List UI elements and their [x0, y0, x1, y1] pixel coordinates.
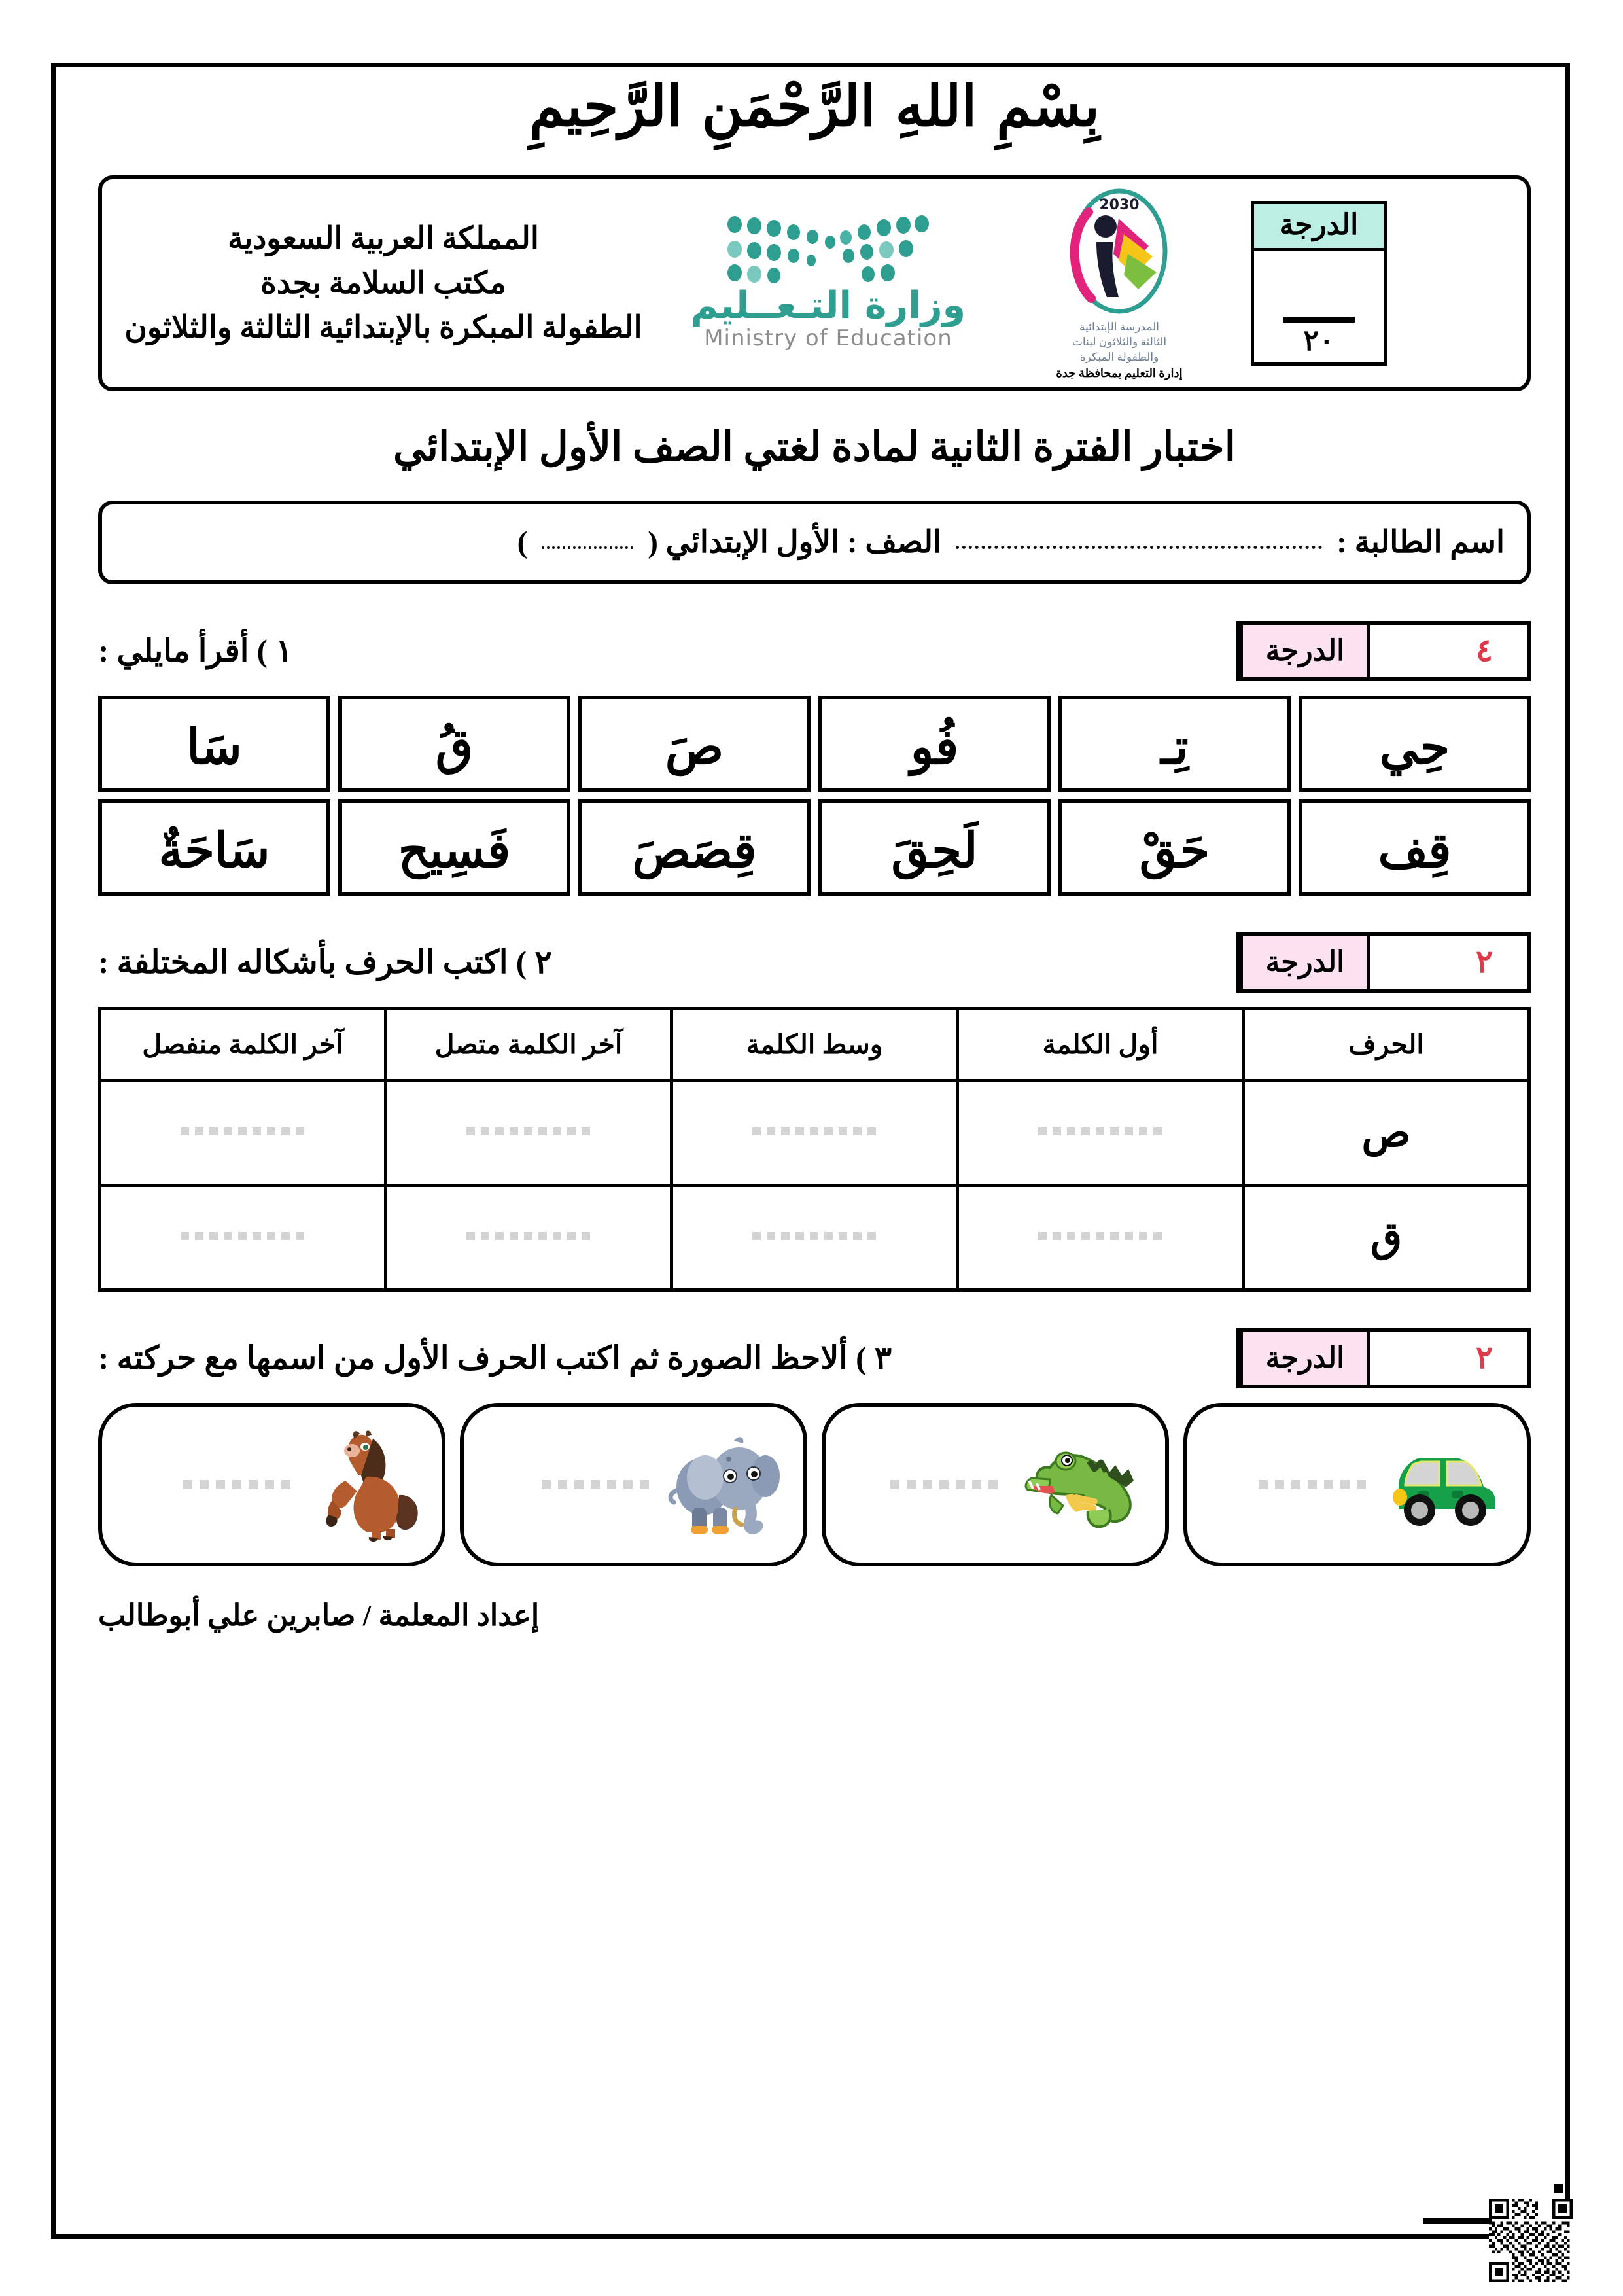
total-grade-box-wrap [1227, 201, 1410, 366]
answer-dashline [1038, 1232, 1162, 1240]
question-2-score-box [1236, 932, 1531, 993]
school-emblem-icon [1051, 186, 1188, 320]
answer-cell[interactable] [386, 1185, 672, 1290]
moe-english-label: Ministry of Education [704, 325, 952, 352]
reading-row [98, 799, 1531, 896]
answer-dashline [752, 1127, 877, 1135]
column-header-word-end-joined: آخر الكلمة متصل [386, 1008, 672, 1080]
total-grade-max: ٢٠ [1303, 325, 1335, 357]
picture-answer-line[interactable] [890, 1480, 1002, 1489]
qr-code[interactable] [1489, 2199, 1573, 2282]
picture-box-horse[interactable] [98, 1403, 445, 1566]
question-1-text: ١ ) أقرأ مايلي : [98, 633, 293, 669]
picture-answer-line[interactable] [1259, 1480, 1370, 1489]
question-1-score-label: الدرجة [1240, 625, 1367, 677]
reading-cell: لَحِقَ [818, 799, 1051, 896]
reading-cell: فُو [818, 696, 1051, 792]
student-class-close-paren: ) [517, 525, 528, 559]
question-3-header [98, 1328, 1531, 1388]
picture-box-crocodile[interactable] [822, 1403, 1169, 1566]
question-2-text: ٢ ) اكتب الحرف بأشكاله المختلفة : [98, 944, 552, 981]
student-name-input[interactable] [956, 535, 1322, 549]
reading-cell: قِصَصَ [578, 799, 811, 896]
horse-icon [304, 1427, 425, 1542]
basmala-text: بِسْمِ اللهِ الرَّحْمَنِ الرَّحِيمِ [529, 73, 1100, 139]
question-1-earned-score[interactable] [1367, 625, 1442, 677]
reading-grid [98, 696, 1531, 896]
student-class-section-input[interactable] [542, 536, 633, 549]
question-3-max-score: ٢ [1476, 1340, 1493, 1375]
answer-dashline [181, 1127, 305, 1135]
answer-dashline [181, 1232, 305, 1240]
elephant-icon [662, 1430, 786, 1538]
column-header-letter: الحرف [1244, 1008, 1529, 1080]
total-grade-box [1251, 201, 1387, 366]
answer-dashline [752, 1232, 877, 1240]
question-1-max-score: ٤ [1476, 633, 1493, 668]
qr-corner-dot [1554, 2184, 1563, 2193]
qr-code-icon [1489, 2199, 1573, 2282]
picture-answer-line[interactable] [183, 1480, 294, 1489]
ministry-line-3: الطفولة المبكرة بالإبتدائية الثالثة والثلاثون [124, 311, 642, 345]
question-2-header [98, 932, 1531, 993]
ministry-line-1: المملكة العربية السعودية [228, 221, 539, 256]
column-header-word-end-separate: آخر الكلمة منفصل [100, 1008, 386, 1080]
reading-cell: قُ [338, 696, 570, 792]
question-2-max-score: ٢ [1476, 944, 1493, 980]
student-name-label: اسم الطالبة : [1336, 525, 1505, 560]
student-class-label: الصف : الأول الإبتدائي ( [648, 525, 942, 560]
total-grade-denominator-wrap [1254, 317, 1384, 357]
answer-dashline [466, 1127, 591, 1135]
moe-dots-icon [720, 215, 936, 284]
picture-box-car[interactable] [1183, 1403, 1531, 1566]
answer-cell[interactable] [386, 1080, 672, 1185]
prepared-by-label: إعداد المعلمة / صابرين علي أبوطالب [98, 1598, 540, 1632]
reading-cell: حِي [1299, 696, 1531, 792]
ministry-of-education-logo [645, 215, 1011, 352]
school-caption [1011, 320, 1227, 381]
document-header [98, 175, 1531, 391]
school-caption-line-3: والطفولة المبكرة [1079, 350, 1159, 363]
reading-cell: فَسِيح [338, 799, 570, 896]
answer-cell[interactable] [958, 1185, 1244, 1290]
ministry-line-2: مكتب السلامة بجدة [260, 266, 506, 300]
answer-dashline [1038, 1127, 1162, 1135]
answer-cell[interactable] [100, 1185, 386, 1290]
reading-cell: سَاحَةٌ [98, 799, 330, 896]
reading-cell: تِـ [1058, 696, 1291, 792]
table-header-row [100, 1008, 1529, 1080]
column-header-word-middle: وسط الكلمة [672, 1008, 958, 1080]
reading-cell: قِف [1299, 799, 1531, 896]
total-grade-label: الدرجة [1254, 204, 1384, 251]
document-footer [98, 1598, 1531, 1633]
letter-cell-qaf: ق [1244, 1185, 1529, 1290]
reading-cell: صَ [578, 696, 811, 792]
question-2-score-label: الدرجة [1240, 936, 1367, 989]
letter-forms-table [98, 1007, 1531, 1292]
question-1-header [98, 621, 1531, 681]
question-2-earned-score[interactable] [1367, 936, 1442, 989]
answer-dashline [466, 1232, 591, 1240]
school-caption-bold: إدارة التعليم بمحافظة جدة [1056, 366, 1183, 380]
answer-cell[interactable] [100, 1080, 386, 1185]
table-row [100, 1080, 1529, 1185]
moe-arabic-label: وزارة التـعــليم [690, 283, 966, 327]
picture-box-elephant[interactable] [460, 1403, 807, 1566]
crocodile-icon [1011, 1432, 1148, 1537]
student-info-row [98, 501, 1531, 584]
ministry-address-block [122, 217, 645, 350]
answer-cell[interactable] [672, 1080, 958, 1185]
question-3-earned-score[interactable] [1367, 1332, 1442, 1385]
picture-answer-line[interactable] [542, 1480, 653, 1489]
school-logo [1011, 186, 1227, 381]
reading-cell: حَقْ [1058, 799, 1291, 896]
question-3-text: ٣ ) ألاحظ الصورة ثم اكتب الحرف الأول من اسمها مع حركته : [98, 1340, 892, 1377]
answer-cell[interactable] [958, 1080, 1244, 1185]
total-grade-value-area[interactable] [1254, 251, 1384, 362]
car-icon [1379, 1436, 1510, 1534]
question-3-score-box [1236, 1328, 1531, 1388]
reading-row [98, 696, 1531, 792]
letter-cell-sad: ص [1244, 1080, 1529, 1185]
question-1-score-box [1236, 621, 1531, 681]
column-header-word-start: أول الكلمة [958, 1008, 1244, 1080]
fraction-bar [1283, 317, 1355, 323]
exam-title: اختبار الفترة الثانية لمادة لغتي الصف الأول الإبتدائي [393, 425, 1236, 470]
answer-cell[interactable] [672, 1185, 958, 1290]
qr-side-line [1423, 2218, 1492, 2224]
reading-cell: سَا [98, 696, 330, 792]
question-3-score-label: الدرجة [1240, 1332, 1367, 1385]
school-caption-line-2: الثالثة والثلاثون لبنات [1072, 335, 1167, 348]
school-caption-line-1: المدرسة الإبتدائية [1079, 320, 1160, 333]
svg-text:2030: 2030 [1099, 196, 1140, 213]
picture-answer-row [98, 1403, 1531, 1566]
table-row [100, 1185, 1529, 1290]
